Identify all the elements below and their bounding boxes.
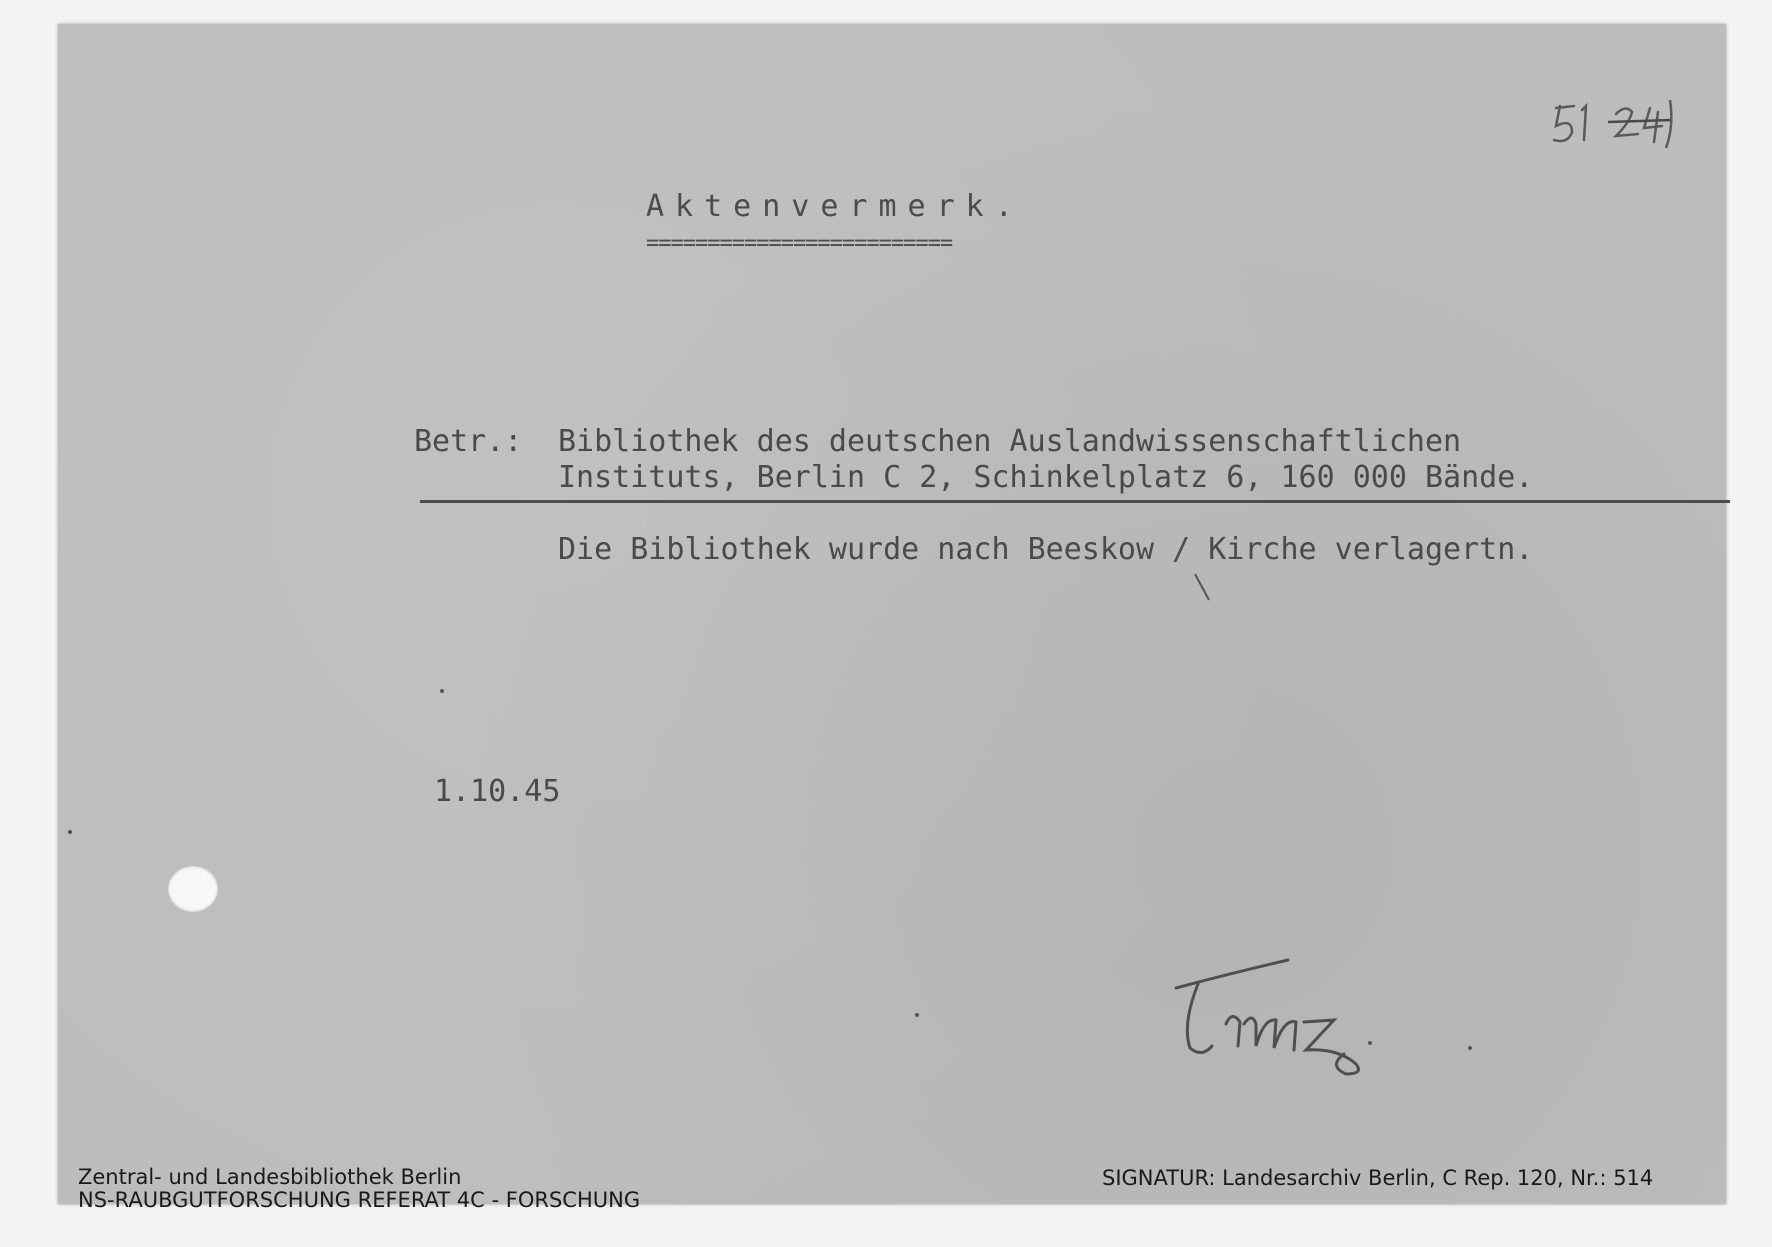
paper-mark	[1193, 572, 1213, 604]
paper-speck	[915, 1013, 919, 1017]
subject-label: Betr.:	[414, 424, 523, 459]
paper-speck	[1368, 1041, 1372, 1045]
subject-line-1: Bibliothek des deutschen Auslandwissenschaftlichen	[558, 424, 1462, 459]
footer-department: NS-RAUBGUTFORSCHUNG REFERAT 4C - FORSCHUNG	[78, 1188, 641, 1212]
paper-speck	[1468, 1046, 1472, 1050]
paper-speck	[440, 689, 444, 693]
punch-hole	[168, 866, 218, 912]
archive-number-handwritten	[1546, 96, 1696, 156]
document-title: Aktenvermerk.	[646, 189, 1024, 224]
footer-organization: Zentral- und Landesbibliothek Berlin	[78, 1165, 462, 1189]
document-date: 1.10.45	[434, 774, 561, 809]
body-text: Die Bibliothek wurde nach Beeskow / Kirche verlagertn.	[558, 532, 1534, 567]
title-double-underline: =========================	[646, 231, 953, 256]
footer-signatur: SIGNATUR: Landesarchiv Berlin, C Rep. 120, Nr.: 514	[1102, 1166, 1654, 1190]
subject-underline	[420, 500, 1730, 503]
paper-speck	[68, 830, 72, 834]
document-sheet	[58, 24, 1726, 1204]
subject-line-2: Instituts, Berlin C 2, Schinkelplatz 6, 160 000 Bände.	[558, 460, 1534, 495]
handwritten-signature	[1168, 954, 1418, 1094]
